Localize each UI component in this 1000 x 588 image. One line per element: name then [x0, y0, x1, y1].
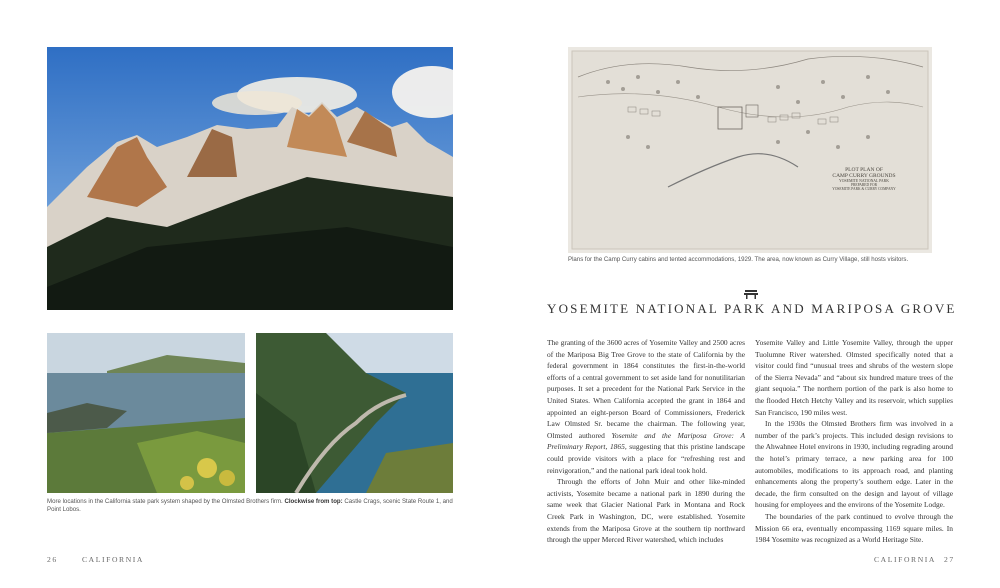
- plan-title-line-3: YOSEMITE NATIONAL PARK: [839, 179, 889, 183]
- caption-bold-text: Clockwise from top:: [284, 498, 343, 505]
- col1-paragraph-2: Through the efforts of John Muir and other like-minded activists, Yosemite became a national park in 1890 during the same week that Glacier National Park in Montana and Rock Creek Park in Washington, DC, were established. Yosemite extends from the Mariposa Grove at the southern tip northward through the upper Merced River watershed, which includes: [547, 477, 745, 545]
- col1-p1-text: The granting of the 3600 acres of Yosemite Valley and 2500 acres of the Mariposa Big Tree Grove to the state of California by the federal government in 1864 constitutes the first-in-the-world efforts of a central government to set aside land for nonutilitarian purposes. It set a precedent for the National Park Service in the United States. When California accepted the grant in 1864 and appointed an eight-person Board of Commissioners, Frederick Law Olmsted Sr. became the chairman. The following year, Olmsted authored: [547, 338, 745, 440]
- body-column-right: [755, 337, 953, 546]
- camp-curry-plot-plan: [568, 47, 932, 253]
- point-lobos-photo: [47, 333, 245, 493]
- section-heading: YOSEMITE NATIONAL PARK AND MARIPOSA GROVE: [547, 301, 957, 316]
- plan-title-line-5: YOSEMITE PARK & CURRY COMPANY: [832, 187, 896, 191]
- col1-p1-italic: Yosemite and the Mariposa Grove: A Preliminary Report, 1865,: [547, 430, 745, 452]
- plan-title-line-4: PREPARED FOR: [851, 183, 877, 187]
- left-folio-number: 26: [47, 555, 58, 564]
- left-photo-caption: [47, 498, 457, 514]
- left-folio-title: CALIFORNIA: [82, 555, 144, 564]
- body-column-left: [547, 337, 745, 546]
- caption-rest-text: Castle Crags, scenic State Route 1, and Point Lobos.: [47, 498, 453, 514]
- state-route-1-photo: [256, 333, 453, 493]
- plan-title-line-1: PLOT PLAN OF: [845, 167, 883, 173]
- right-folio-title: CALIFORNIA: [874, 555, 936, 564]
- col2-paragraph-1: Yosemite Valley and Little Yosemite Valley, through the upper Tuolumne River watershed. Olmsted specifically noted that a visitor could find “unusual trees and shrubs of the western slope of the Sierra Nevada” and “about six hundred mature trees of the giant sequoia.” The northern portion of the park is also home to the flooded Hetch Hetchy Valley and its reservoir, which supplies San Francisco, 190 miles west.: [755, 338, 953, 417]
- plan-caption: Plans for the Camp Curry cabins and tented accommodations, 1929. The area, now known as Curry Village, still hosts visitors.: [568, 256, 909, 263]
- plan-title-line-2: CAMP CURRY GROUNDS: [832, 173, 896, 179]
- right-folio-number: 27: [944, 555, 955, 564]
- castle-crags-photo: [47, 47, 453, 310]
- col1-p1-end: suggesting that this pristine landscape could provide visitors with a place for “refreshing rest and reinvigoration,” and the national park ideal took hold.: [547, 442, 745, 475]
- caption-text: More locations in the California state park system shaped by the Olmsted Brothers firm.: [47, 498, 283, 505]
- col1-paragraph-1: [547, 337, 745, 476]
- col2-paragraph-2: In the 1930s the Olmsted Brothers firm was involved in a number of the park’s projects. This included design revisions to the Ahwahnee Hotel environs in 1930, including regrading around the hotel’s primary terrace, a new parking area for 100 automobiles, modifications to its approach road, and planting enhancements along the property’s southern edge. Later in the decade, the firm consulted on the design and layout of village housing for employees and the environs of the Yosemite Lodge.: [755, 419, 953, 510]
- col2-paragraph-3: The boundaries of the park continued to evolve through the Mission 66 era, eventually encompassing 1169 square miles. In 1984 Yosemite was recognized as a World Heritage Site.: [755, 511, 953, 545]
- bench-icon: [744, 284, 758, 294]
